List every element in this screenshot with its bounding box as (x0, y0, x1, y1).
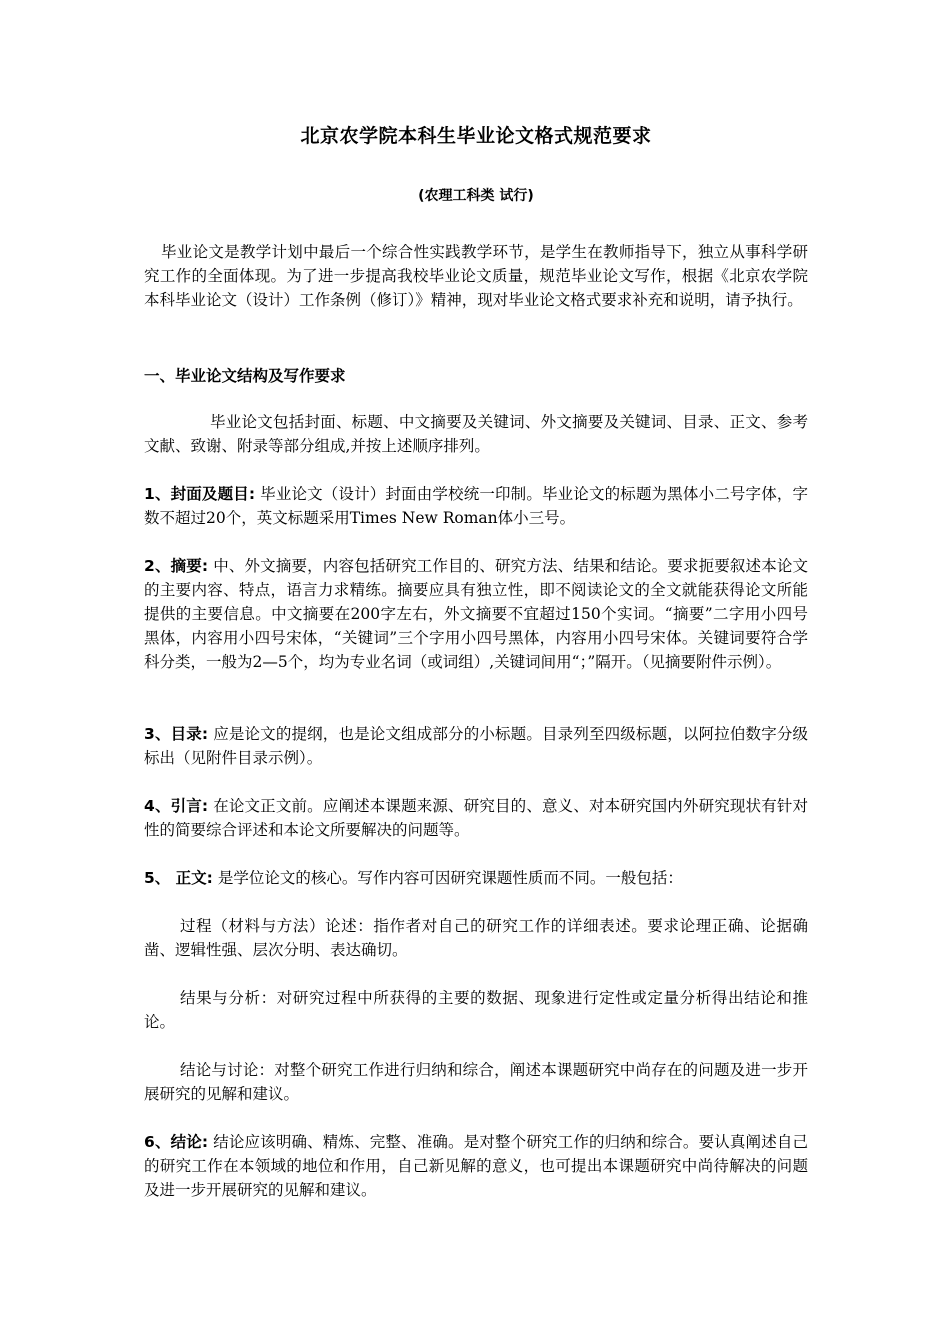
conclusion-text: 结论应该明确、精炼、完整、准确。是对整个研究工作的归纳和综合。要认真阐述自己的研究工作在本领域的地位和作用，自己新见解的意义，也可提出本课题研究中尚待解决的问题及进一步开展研究的见解和建议。 (144, 1133, 809, 1199)
item-abstract-label: 2、摘要: (144, 557, 209, 575)
item-cover-paragraph (144, 482, 808, 530)
body-part-methods: 过程（材料与方法）论述：指作者对自己的研究工作的详细表述。要求论理正确、论据确凿、逻辑性强、层次分明、表达确切。 (144, 917, 808, 959)
item-toc-paragraph (144, 722, 808, 770)
conclusion-label: 6、结论: (144, 1133, 209, 1151)
item-abstract-text: 中、外文摘要，内容包括研究工作目的、研究方法、结果和结论。要求扼要叙述本论文的主要内容、特点，语言力求精练。摘要应具有独立性，即不阅读论文的全文就能获得论文所能提供的主要信息。中文摘要在200字左右，外文摘要不宜超过150个实词。“摘要”二字用小四号黑体，内容用小四号宋体，“关键词”三个字用小四号黑体，内容用小四号宋体。关键词要符合学科分类，一般为2—5个，均为专业名词（或词组）,关键词间用“；”隔开。（见摘要附件示例）。 (144, 557, 809, 671)
item-toc-text: 应是论文的提纲，也是论文组成部分的小标题。目录列至四级标题，以阿拉伯数字分级标出（见附件目录示例）。 (144, 725, 809, 767)
item-introduction-paragraph (144, 794, 808, 842)
document-title: 北京农学院本科生毕业论文格式规范要求 (300, 125, 652, 147)
section-heading: 一、毕业论文结构及写作要求 (144, 367, 346, 385)
item-abstract-paragraph (144, 554, 808, 674)
document-subtitle: (农理工科类 试行) (418, 188, 534, 204)
item-toc-label: 3、目录: (144, 725, 209, 743)
structure-paragraph: 毕业论文包括封面、标题、中文摘要及关键词、外文摘要及关键词、目录、正文、参考文献、致谢、附录等部分组成,并按上述顺序排列。 (144, 413, 808, 455)
conclusion-paragraph (144, 1130, 808, 1202)
body-part-results: 结果与分析：对研究过程中所获得的主要的数据、现象进行定性或定量分析得出结论和推论。 (144, 989, 808, 1031)
intro-paragraph: 毕业论文是教学计划中最后一个综合性实践教学环节，是学生在教师指导下，独立从事科学研究工作的全面体现。为了进一步提高我校毕业论文质量，规范毕业论文写作，根据《北京农学院本科毕业论文（设计）工作条例（修订）》精神，现对毕业论文格式要求补充和说明，请予执行。 (144, 243, 808, 309)
item-introduction-label: 4、引言: (144, 797, 209, 815)
item-body-label: 5、 正文: (144, 869, 213, 887)
item-body-text: 是学位论文的核心。写作内容可因研究课题性质而不同。一般包括： (212, 869, 683, 887)
item-cover-text: 毕业论文（设计）封面由学校统一印制。毕业论文的标题为黑体小二号字体，字数不超过20个，英文标题采用Times New Roman体小三号。 (144, 485, 809, 527)
item-cover-label: 1、封面及题目: (144, 485, 256, 503)
item-introduction-text: 在论文正文前。应阐述本课题来源、研究目的、意义、对本研究国内外研究现状有针对性的简要综合评述和本论文所要解决的问题等。 (144, 797, 809, 839)
body-part-discussion: 结论与讨论：对整个研究工作进行归纳和综合，阐述本课题研究中尚存在的问题及进一步开展研究的见解和建议。 (144, 1061, 808, 1103)
item-body-paragraph (144, 866, 808, 890)
